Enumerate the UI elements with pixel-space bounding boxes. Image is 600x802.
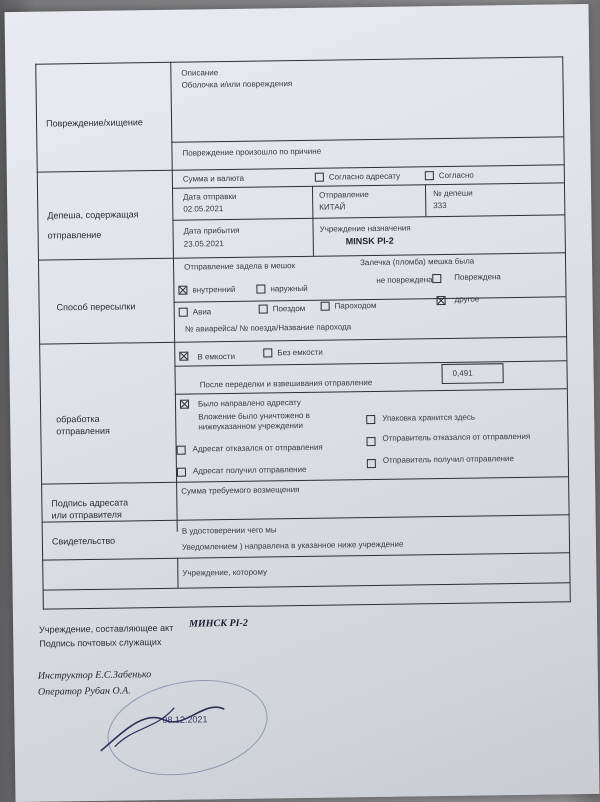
row-divider-7 [43,582,571,590]
dispatch-no-value: 333 [433,200,447,211]
certificate-col-divider [177,558,178,588]
in-container-label: В емкости [197,351,236,362]
train-label: Поездом [272,303,306,314]
dispatch-no-label: № депеши [433,188,473,199]
sum-currency-label: Сумма и валюта [182,173,245,184]
weight-field[interactable] [441,363,503,384]
destination-value: MINSK PI-2 [345,235,394,247]
table-border-bottom [43,601,571,609]
description-line2: Оболочка и/или повреждения [181,79,293,90]
sent-to-addressee-checkbox[interactable] [180,400,189,409]
in-container-checkbox[interactable] [179,352,188,361]
dispatch-row-label-2: отправление [47,229,102,241]
train-checkbox[interactable] [259,304,268,313]
destination-label: Учреждение назначения [319,223,411,234]
agreed-label: Согласно [438,170,474,181]
to-addressee-label: Согласно адресату [328,171,401,182]
agreed-checkbox[interactable] [425,171,434,180]
footer-institution-value: МИНСК PI-2 [188,617,248,630]
processing-row-label-1: обработка [56,413,100,425]
package-stored-label: Упаковка хранится здесь [382,412,476,423]
dispatch-col-divider [312,186,314,256]
damaged-label: Повреждена [454,272,501,282]
addressee-refused-label: Адресат отказался от отправления [192,442,323,454]
addressee-received-checkbox[interactable] [177,468,186,477]
other-checkbox[interactable] [437,296,446,305]
footer-postal-signature: Подпись почтовых служащих [39,636,162,649]
dispatch-line-1 [172,182,564,188]
ship-checkbox[interactable] [321,302,330,311]
damage-inner-line [171,136,563,142]
addressee-refused-checkbox[interactable] [177,446,186,455]
dispatch-row-label-1: Депеша, содержащая [47,209,139,221]
air-checkbox[interactable] [179,308,188,317]
package-stored-checkbox[interactable] [366,415,375,424]
not-damaged-checkbox[interactable] [432,274,441,283]
processing-row-label-2: отправления [56,425,110,437]
row-divider-2 [38,252,566,260]
row-divider-4 [41,476,569,484]
transport-row-label: Способ пересылки [56,301,136,313]
damage-row-label: Повреждение/хищение [46,117,143,129]
dispatch-date-label: Дата отправки [183,191,237,202]
not-damaged-label: не повреждена [376,275,433,285]
row-divider-6 [42,552,570,560]
compensation-label: Сумма требуемого возмещения [181,485,300,496]
origin-value: КИТАЙ [319,202,346,212]
sender-refused-label: Отправитель отказался от отправления [382,431,531,443]
sender-received-label: Отправитель получил отправление [382,454,514,465]
dispatch-date: 02.05.2021 [183,204,224,214]
dispatch-line-2 [172,214,564,220]
dispatch-no-divider [425,184,426,216]
flight-info-label: № авиарейса/ № поезда/Название парохода [184,322,352,334]
certificate-label: Свидетельство [51,535,116,547]
institution-which-label: Учреждение, которому [182,567,268,578]
origin-label: Отправление [319,190,369,200]
processing-line-1 [174,360,566,366]
table-border-top [35,56,563,64]
arrival-date: 23.05.2021 [183,239,224,249]
row-divider-1 [37,164,565,172]
footer-institution-label: Учреждение, составляющее акт [39,622,174,635]
description-line1: Описание [181,68,219,78]
inner-label: внутренний [192,284,236,295]
addressee-received-label: Адресат получил отправление [192,464,307,476]
sent-to-addressee-label: Было направлено адресату [197,398,301,409]
damage-cause-label: Повреждение произошло по причине [182,146,322,158]
inner-checkbox[interactable] [178,286,187,295]
attachment-destroyed-label-2: нижеуказанном учреждении [198,420,303,432]
operator-name: Оператор Рубан О.А. [37,685,131,698]
sender-refused-checkbox[interactable] [366,437,375,446]
table-border-right [562,56,571,602]
to-addressee-checkbox[interactable] [315,173,324,182]
signature-scribble [94,689,235,761]
other-label: другое [454,294,480,304]
attachment-destroyed-label: Вложение было уничтожено в [198,410,310,422]
weight-value: 0,491 [452,368,473,378]
without-container-label: Без емкости [277,347,323,358]
table-border-left [35,64,44,610]
seal-label: Залечка (пломба) мешка была [359,256,475,268]
signature-row-label-2: или отправителя [51,509,122,521]
stamp-date: 08.12.2021 [162,714,208,725]
mailbag-pack-label: Отправление задела в мешок [184,261,296,272]
ship-label: Пароходом [334,300,377,311]
outer-label: наружный [270,283,308,294]
sender-received-checkbox[interactable] [367,459,376,468]
certificate-line1: В удостоверении чего мы [181,525,277,536]
without-container-checkbox[interactable] [263,348,272,357]
signature-row-label-1: Подпись адресата [51,497,129,509]
form-sheet [5,4,600,802]
certificate-line2: Уведомлением ) направлена в указанное ниже учреждение [181,539,404,552]
label-column-divider [170,62,178,532]
after-repack-label: После переделки и взвешивания отправление [199,378,373,390]
arrival-date-label: Дата прибытия [183,225,240,236]
processing-line-2 [175,388,567,394]
outer-checkbox[interactable] [256,285,265,294]
row-divider-3 [39,336,567,344]
instructor-name: Инструктор Е.С.Забенько [37,669,152,682]
air-label: Авиа [192,307,212,317]
